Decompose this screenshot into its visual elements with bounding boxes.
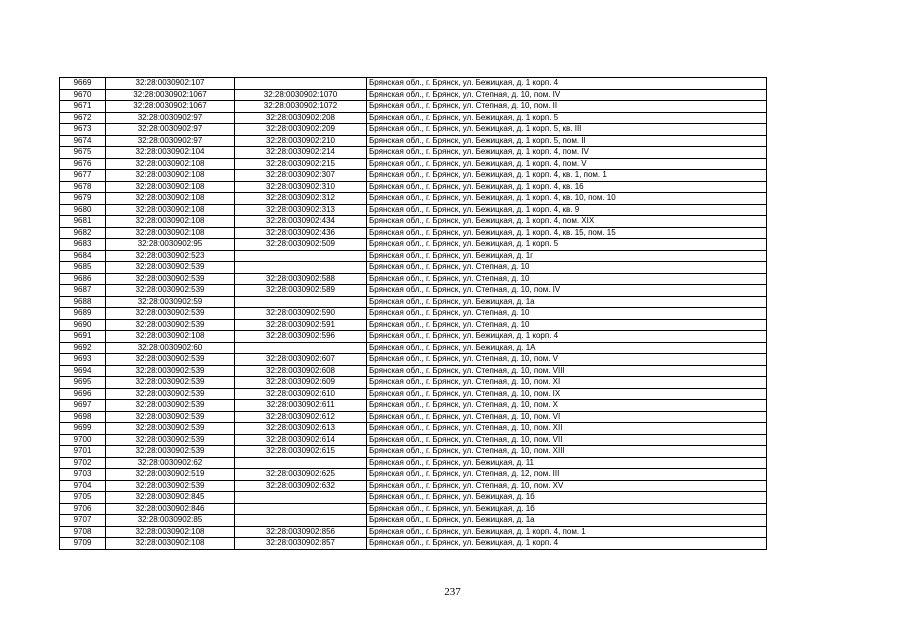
table-row (60, 469, 767, 481)
cadastral-block-cell: 32:28:0030902:108 (106, 204, 235, 216)
address-cell: Брянская обл., г. Брянск, ул. Бежицкая, д. 1 корп. 5, пом. II (367, 135, 767, 147)
row-number-cell: 9685 (60, 262, 106, 274)
row-number-cell: 9697 (60, 400, 106, 412)
object-number-cell: 32:28:0030902:436 (235, 227, 367, 239)
cadastral-block-cell: 32:28:0030902:539 (106, 377, 235, 389)
table-row (60, 377, 767, 389)
table-row (60, 147, 767, 159)
cadastral-block-cell: 32:28:0030902:60 (106, 342, 235, 354)
object-number-cell: 32:28:0030902:856 (235, 526, 367, 538)
object-number-cell (235, 342, 367, 354)
row-number-cell: 9673 (60, 124, 106, 136)
address-cell: Брянская обл., г. Брянск, ул. Степная, д. 12, пом. III (367, 469, 767, 481)
cadastral-block-cell: 32:28:0030902:108 (106, 158, 235, 170)
object-number-cell: 32:28:0030902:313 (235, 204, 367, 216)
object-number-cell: 32:28:0030902:434 (235, 216, 367, 228)
object-number-cell (235, 262, 367, 274)
row-number-cell: 9706 (60, 503, 106, 515)
table-row (60, 308, 767, 320)
table-row (60, 227, 767, 239)
object-number-cell: 32:28:0030902:589 (235, 285, 367, 297)
row-number-cell: 9699 (60, 423, 106, 435)
page-number: 237 (444, 586, 461, 598)
row-number-cell: 9683 (60, 239, 106, 251)
address-cell: Брянская обл., г. Брянск, ул. Бежицкая, д. 1 корп. 4 (367, 538, 767, 550)
address-cell: Брянская обл., г. Брянск, ул. Степная, д. 10, пом. XV (367, 480, 767, 492)
address-cell: Брянская обл., г. Брянск, ул. Бежицкая, д. 1 корп. 5, кв. III (367, 124, 767, 136)
table-row (60, 411, 767, 423)
address-cell: Брянская обл., г. Брянск, ул. Бежицкая, д. 11 (367, 457, 767, 469)
cadastral-block-cell: 32:28:0030902:539 (106, 273, 235, 285)
table-row (60, 112, 767, 124)
object-number-cell: 32:28:0030902:596 (235, 331, 367, 343)
address-cell: Брянская обл., г. Брянск, ул. Бежицкая, д. 1 корп. 4, кв. 16 (367, 181, 767, 193)
address-cell: Брянская обл., г. Брянск, ул. Бежицкая, д. 1а (367, 296, 767, 308)
table-row (60, 388, 767, 400)
address-cell: Брянская обл., г. Брянск, ул. Бежицкая, д. 1 корп. 5 (367, 239, 767, 251)
cadastral-block-cell: 32:28:0030902:539 (106, 434, 235, 446)
object-number-cell: 32:28:0030902:609 (235, 377, 367, 389)
row-number-cell: 9709 (60, 538, 106, 550)
address-cell: Брянская обл., г. Брянск, ул. Бежицкая, д. 1 корп. 4 (367, 78, 767, 90)
row-number-cell: 9671 (60, 101, 106, 113)
cadastral-block-cell: 32:28:0030902:539 (106, 411, 235, 423)
cadastral-block-cell: 32:28:0030902:107 (106, 78, 235, 90)
address-cell: Брянская обл., г. Брянск, ул. Степная, д. 10, пом. IX (367, 388, 767, 400)
table-row (60, 400, 767, 412)
table-row (60, 158, 767, 170)
table-row (60, 250, 767, 262)
address-cell: Брянская обл., г. Брянск, ул. Степная, д. 10, пом. VI (367, 411, 767, 423)
row-number-cell: 9698 (60, 411, 106, 423)
row-number-cell: 9701 (60, 446, 106, 458)
address-cell: Брянская обл., г. Брянск, ул. Степная, д. 10, пом. X (367, 400, 767, 412)
row-number-cell: 9707 (60, 515, 106, 527)
address-cell: Брянская обл., г. Брянск, ул. Степная, д. 10, пом. II (367, 101, 767, 113)
object-number-cell: 32:28:0030902:209 (235, 124, 367, 136)
cadastral-block-cell: 32:28:0030902:539 (106, 285, 235, 297)
cadastral-block-cell: 32:28:0030902:539 (106, 480, 235, 492)
address-cell: Брянская обл., г. Брянск, ул. Степная, д. 10 (367, 319, 767, 331)
object-number-cell: 32:28:0030902:312 (235, 193, 367, 205)
address-cell: Брянская обл., г. Брянск, ул. Степная, д. 10, пом. V (367, 354, 767, 366)
address-cell: Брянская обл., г. Брянск, ул. Бежицкая, д. 1 корп. 4, кв. 10, пом. 10 (367, 193, 767, 205)
table-row (60, 480, 767, 492)
row-number-cell: 9696 (60, 388, 106, 400)
table-row (60, 538, 767, 550)
cadastral-block-cell: 32:28:0030902:539 (106, 354, 235, 366)
address-cell: Брянская обл., г. Брянск, ул. Бежицкая, д. 1 корп. 4, пом. 1 (367, 526, 767, 538)
row-number-cell: 9695 (60, 377, 106, 389)
object-number-cell: 32:28:0030902:215 (235, 158, 367, 170)
address-cell: Брянская обл., г. Брянск, ул. Бежицкая, д. 1 корп. 4, кв. 15, пом. 15 (367, 227, 767, 239)
cadastral-block-cell: 32:28:0030902:59 (106, 296, 235, 308)
address-cell: Брянская обл., г. Брянск, ул. Бежицкая, д. 1А (367, 342, 767, 354)
cadastral-block-cell: 32:28:0030902:539 (106, 446, 235, 458)
registry-table-body (60, 78, 767, 550)
table-row (60, 170, 767, 182)
cadastral-block-cell: 32:28:0030902:85 (106, 515, 235, 527)
row-number-cell: 9702 (60, 457, 106, 469)
address-cell: Брянская обл., г. Брянск, ул. Степная, д. 10, пом. IV (367, 285, 767, 297)
address-cell: Брянская обл., г. Брянск, ул. Степная, д. 10 (367, 308, 767, 320)
address-cell: Брянская обл., г. Брянск, ул. Степная, д. 10, пом. XII (367, 423, 767, 435)
object-number-cell: 32:28:0030902:588 (235, 273, 367, 285)
table-row (60, 262, 767, 274)
object-number-cell: 32:28:0030902:210 (235, 135, 367, 147)
table-row (60, 135, 767, 147)
object-number-cell: 32:28:0030902:612 (235, 411, 367, 423)
table-row (60, 423, 767, 435)
address-cell: Брянская обл., г. Брянск, ул. Степная, д. 10, пом. VIII (367, 365, 767, 377)
address-cell: Брянская обл., г. Брянск, ул. Бежицкая, д. 1 корп. 4 (367, 331, 767, 343)
cadastral-block-cell: 32:28:0030902:1067 (106, 101, 235, 113)
row-number-cell: 9684 (60, 250, 106, 262)
cadastral-block-cell: 32:28:0030902:845 (106, 492, 235, 504)
cadastral-block-cell: 32:28:0030902:108 (106, 227, 235, 239)
row-number-cell: 9694 (60, 365, 106, 377)
cadastral-block-cell: 32:28:0030902:539 (106, 365, 235, 377)
row-number-cell: 9670 (60, 89, 106, 101)
cadastral-block-cell: 32:28:0030902:97 (106, 112, 235, 124)
table-row (60, 331, 767, 343)
object-number-cell (235, 296, 367, 308)
object-number-cell: 32:28:0030902:208 (235, 112, 367, 124)
object-number-cell: 32:28:0030902:611 (235, 400, 367, 412)
table-row (60, 216, 767, 228)
address-cell: Брянская обл., г. Брянск, ул. Степная, д. 10 (367, 273, 767, 285)
table-row (60, 181, 767, 193)
table-row (60, 89, 767, 101)
cadastral-block-cell: 32:28:0030902:539 (106, 388, 235, 400)
table-row (60, 342, 767, 354)
table-row (60, 78, 767, 90)
object-number-cell: 32:28:0030902:591 (235, 319, 367, 331)
cadastral-block-cell: 32:28:0030902:95 (106, 239, 235, 251)
cadastral-block-cell: 32:28:0030902:97 (106, 124, 235, 136)
object-number-cell: 32:28:0030902:632 (235, 480, 367, 492)
registry-table (59, 77, 767, 550)
row-number-cell: 9680 (60, 204, 106, 216)
object-number-cell (235, 515, 367, 527)
row-number-cell: 9681 (60, 216, 106, 228)
address-cell: Брянская обл., г. Брянск, ул. Степная, д. 10, пом. XIII (367, 446, 767, 458)
row-number-cell: 9691 (60, 331, 106, 343)
row-number-cell: 9689 (60, 308, 106, 320)
object-number-cell: 32:28:0030902:625 (235, 469, 367, 481)
row-number-cell: 9669 (60, 78, 106, 90)
table-row (60, 526, 767, 538)
row-number-cell: 9687 (60, 285, 106, 297)
address-cell: Брянская обл., г. Брянск, ул. Бежицкая, д. 1б (367, 492, 767, 504)
row-number-cell: 9705 (60, 492, 106, 504)
cadastral-block-cell: 32:28:0030902:1067 (106, 89, 235, 101)
table-row (60, 285, 767, 297)
row-number-cell: 9686 (60, 273, 106, 285)
row-number-cell: 9672 (60, 112, 106, 124)
table-row (60, 193, 767, 205)
object-number-cell: 32:28:0030902:614 (235, 434, 367, 446)
object-number-cell: 32:28:0030902:590 (235, 308, 367, 320)
row-number-cell: 9679 (60, 193, 106, 205)
address-cell: Брянская обл., г. Брянск, ул. Бежицкая, д. 1 корп. 4, кв. 1, пом. 1 (367, 170, 767, 182)
object-number-cell: 32:28:0030902:1070 (235, 89, 367, 101)
table-row (60, 446, 767, 458)
cadastral-block-cell: 32:28:0030902:539 (106, 423, 235, 435)
object-number-cell: 32:28:0030902:608 (235, 365, 367, 377)
object-number-cell: 32:28:0030902:509 (235, 239, 367, 251)
object-number-cell (235, 457, 367, 469)
object-number-cell: 32:28:0030902:307 (235, 170, 367, 182)
table-row (60, 503, 767, 515)
cadastral-block-cell: 32:28:0030902:846 (106, 503, 235, 515)
address-cell: Брянская обл., г. Брянск, ул. Степная, д. 10, пом. VII (367, 434, 767, 446)
row-number-cell: 9674 (60, 135, 106, 147)
row-number-cell: 9676 (60, 158, 106, 170)
address-cell: Брянская обл., г. Брянск, ул. Бежицкая, д. 1б (367, 503, 767, 515)
row-number-cell: 9704 (60, 480, 106, 492)
table-row (60, 296, 767, 308)
cadastral-block-cell: 32:28:0030902:539 (106, 400, 235, 412)
table-row (60, 239, 767, 251)
row-number-cell: 9675 (60, 147, 106, 159)
cadastral-block-cell: 32:28:0030902:539 (106, 308, 235, 320)
row-number-cell: 9678 (60, 181, 106, 193)
address-cell: Брянская обл., г. Брянск, ул. Степная, д. 10 (367, 262, 767, 274)
table-row (60, 124, 767, 136)
table-row (60, 354, 767, 366)
cadastral-block-cell: 32:28:0030902:108 (106, 538, 235, 550)
row-number-cell: 9693 (60, 354, 106, 366)
object-number-cell (235, 492, 367, 504)
cadastral-block-cell: 32:28:0030902:108 (106, 193, 235, 205)
object-number-cell: 32:28:0030902:613 (235, 423, 367, 435)
address-cell: Брянская обл., г. Брянск, ул. Бежицкая, д. 1 корп. 4, пом. IV (367, 147, 767, 159)
row-number-cell: 9700 (60, 434, 106, 446)
row-number-cell: 9677 (60, 170, 106, 182)
table-row (60, 101, 767, 113)
address-cell: Брянская обл., г. Брянск, ул. Бежицкая, д. 1г (367, 250, 767, 262)
table-row (60, 515, 767, 527)
cadastral-block-cell: 32:28:0030902:523 (106, 250, 235, 262)
row-number-cell: 9682 (60, 227, 106, 239)
cadastral-block-cell: 32:28:0030902:97 (106, 135, 235, 147)
object-number-cell: 32:28:0030902:607 (235, 354, 367, 366)
cadastral-block-cell: 32:28:0030902:104 (106, 147, 235, 159)
table-row (60, 273, 767, 285)
row-number-cell: 9708 (60, 526, 106, 538)
table-row (60, 457, 767, 469)
cadastral-block-cell: 32:28:0030902:108 (106, 526, 235, 538)
row-number-cell: 9688 (60, 296, 106, 308)
address-cell: Брянская обл., г. Брянск, ул. Бежицкая, д. 1а (367, 515, 767, 527)
object-number-cell (235, 250, 367, 262)
object-number-cell: 32:28:0030902:857 (235, 538, 367, 550)
object-number-cell (235, 503, 367, 515)
table-row (60, 319, 767, 331)
address-cell: Брянская обл., г. Брянск, ул. Бежицкая, д. 1 корп. 4, кв. 9 (367, 204, 767, 216)
address-cell: Брянская обл., г. Брянск, ул. Степная, д. 10, пом. IV (367, 89, 767, 101)
cadastral-block-cell: 32:28:0030902:539 (106, 262, 235, 274)
address-cell: Брянская обл., г. Брянск, ул. Бежицкая, д. 1 корп. 4, пом. V (367, 158, 767, 170)
table-row (60, 492, 767, 504)
address-cell: Брянская обл., г. Брянск, ул. Степная, д. 10, пом. XI (367, 377, 767, 389)
object-number-cell: 32:28:0030902:610 (235, 388, 367, 400)
cadastral-block-cell: 32:28:0030902:62 (106, 457, 235, 469)
cadastral-block-cell: 32:28:0030902:108 (106, 216, 235, 228)
table-row (60, 365, 767, 377)
row-number-cell: 9690 (60, 319, 106, 331)
cadastral-block-cell: 32:28:0030902:108 (106, 170, 235, 182)
object-number-cell: 32:28:0030902:214 (235, 147, 367, 159)
row-number-cell: 9692 (60, 342, 106, 354)
cadastral-block-cell: 32:28:0030902:108 (106, 331, 235, 343)
cadastral-block-cell: 32:28:0030902:519 (106, 469, 235, 481)
object-number-cell (235, 78, 367, 90)
table-row (60, 434, 767, 446)
object-number-cell: 32:28:0030902:615 (235, 446, 367, 458)
row-number-cell: 9703 (60, 469, 106, 481)
object-number-cell: 32:28:0030902:310 (235, 181, 367, 193)
address-cell: Брянская обл., г. Брянск, ул. Бежицкая, д. 1 корп. 5 (367, 112, 767, 124)
cadastral-block-cell: 32:28:0030902:108 (106, 181, 235, 193)
object-number-cell: 32:28:0030902:1072 (235, 101, 367, 113)
table-row (60, 204, 767, 216)
address-cell: Брянская обл., г. Брянск, ул. Бежицкая, д. 1 корп. 4, пом. XIX (367, 216, 767, 228)
cadastral-block-cell: 32:28:0030902:539 (106, 319, 235, 331)
